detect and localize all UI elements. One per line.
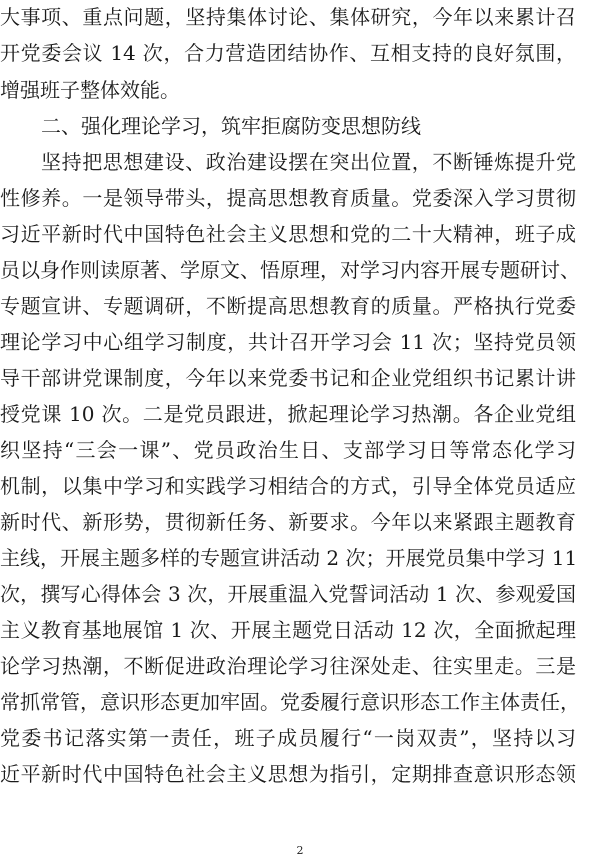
paragraph-line: 理论学习中心组学习制度，共计召开学习会 11 次；坚持党员领 — [0, 330, 576, 354]
paragraph-line: 近平新时代中国特色社会主义思想为指引，定期排查意识形态领 — [0, 762, 576, 786]
paragraph-line: 大事项、重点问题，坚持集体讨论、集体研究，今年以来累计召 — [0, 5, 576, 29]
paragraph-line: 开党委会议 14 次，合力营造团结协作、互相支持的良好氛围， — [0, 41, 576, 65]
paragraph-line: 增强班子整体效能。 — [0, 78, 180, 102]
paragraph-line: 常抓常管，意识形态更加牢固。党委履行意识形态工作主体责任， — [0, 690, 580, 714]
paragraph-line: 性修养。一是领导带头，提高思想教育质量。党委深入学习贯彻 — [0, 186, 576, 210]
paragraph-line: 织坚持“三会一课”、党员政治生日、支部学习日等常态化学习 — [0, 438, 576, 462]
paragraph-line: 员以身作则读原著、学原文、悟原理，对学习内容开展专题研讨、 — [0, 258, 580, 282]
paragraph-line: 主线，开展主题多样的专题宣讲活动 2 次；开展党员集中学习 11 — [0, 546, 578, 570]
paragraph-line: 坚持把思想建设、政治建设摆在突出位置，不断锤炼提升党 — [41, 150, 576, 174]
section-heading: 二、强化理论学习，筑牢拒腐防变思想防线 — [41, 114, 421, 138]
paragraph-line: 主义教育基地展馆 1 次、开展主题党日活动 12 次，全面掀起理 — [0, 618, 576, 642]
paragraph-line: 授党课 10 次。二是党员跟进，掀起理论学习热潮。各企业党组 — [0, 402, 576, 426]
paragraph-line: 专题宣讲、专题调研，不断提高思想教育的质量。严格执行党委 — [0, 294, 576, 318]
paragraph-line: 党委书记落实第一责任，班子成员履行“一岗双责”，坚持以习 — [0, 726, 576, 750]
page-number: 2 — [296, 844, 304, 857]
paragraph-line: 习近平新时代中国特色社会主义思想和党的二十大精神，班子成 — [0, 222, 576, 246]
paragraph-line: 次，撰写心得体会 3 次，开展重温入党誓词活动 1 次、参观爱国 — [0, 582, 576, 606]
paragraph-line: 机制，以集中学习和实践学习相结合的方式，引导全体党员适应 — [0, 474, 576, 498]
paragraph-line: 导干部讲党课制度，今年以来党委书记和企业党组织书记累计讲 — [0, 366, 576, 390]
paragraph-line: 论学习热潮，不断促进政治理论学习往深处走、往实里走。三是 — [0, 654, 576, 678]
paragraph-line: 新时代、新形势，贯彻新任务、新要求。今年以来紧跟主题教育 — [0, 510, 576, 534]
